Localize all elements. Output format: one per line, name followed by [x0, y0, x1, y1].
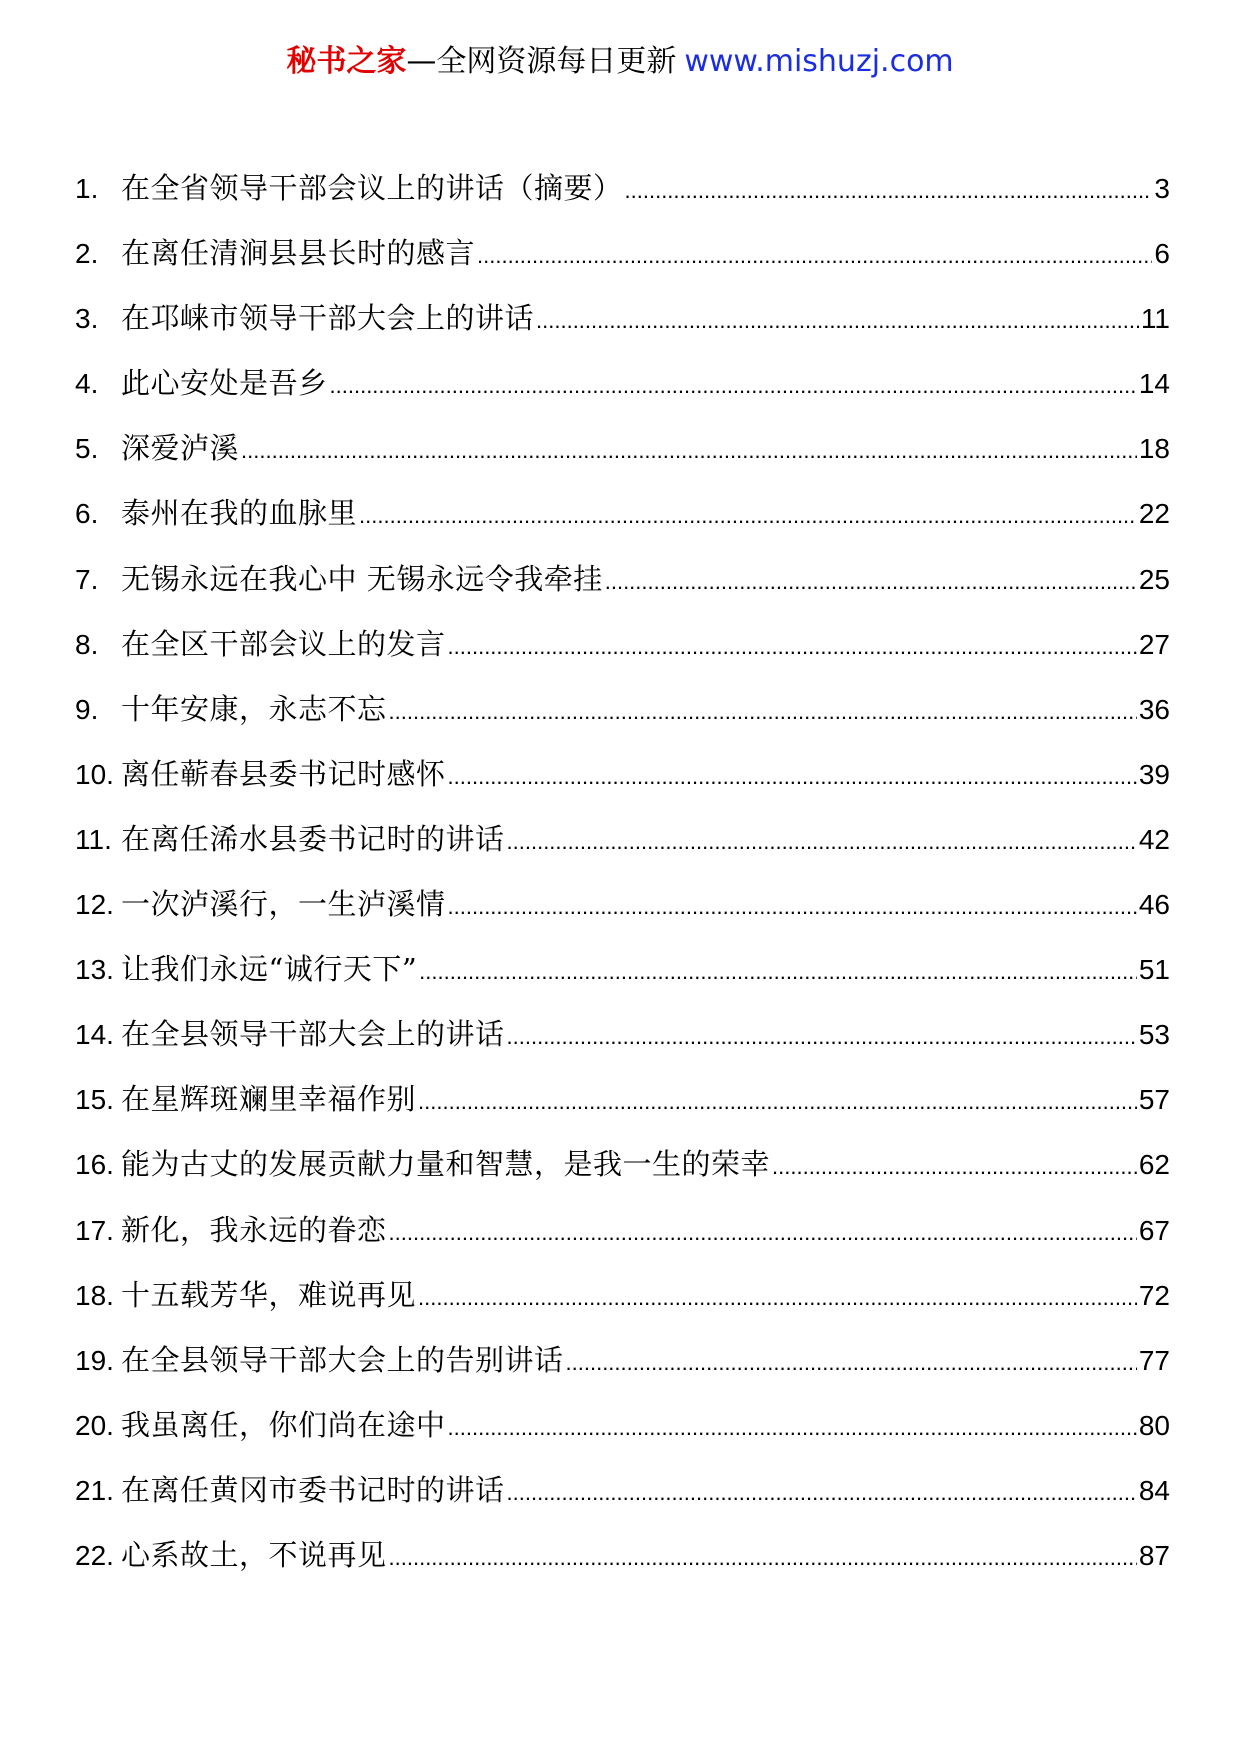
toc-entry-number: 1. [75, 173, 99, 204]
toc-entry-title[interactable]: 在全县领导干部大会上的告别讲话 [121, 1342, 564, 1377]
toc-entry-page-number: 22 [1138, 498, 1170, 530]
toc-dot-leader [772, 1147, 1137, 1187]
toc-entry[interactable] [75, 1079, 1170, 1144]
toc-dot-leader [330, 366, 1137, 406]
toc-entry-title[interactable]: 泰州在我的血脉里 [121, 496, 358, 531]
toc-dot-leader [448, 757, 1137, 797]
toc-entry[interactable] [75, 1535, 1170, 1600]
toc-entry-title[interactable]: 在星辉斑斓里幸福作别 [121, 1082, 417, 1117]
toc-entry-page-number: 67 [1138, 1214, 1170, 1246]
toc-entry-number: 12. [75, 889, 114, 921]
toc-entry-title[interactable]: 十五载芳华，难说再见 [121, 1277, 417, 1312]
toc-entry-title[interactable]: 此心安处是吾乡 [121, 366, 328, 401]
toc-dot-leader [507, 1017, 1137, 1057]
toc-entry-number: 3. [75, 303, 99, 335]
toc-entry-number: 17. [75, 1214, 114, 1246]
toc-entry-page-number: 25 [1138, 563, 1170, 595]
toc-entry-number: 14. [75, 1019, 114, 1051]
toc-entry[interactable] [75, 624, 1170, 689]
toc-entry[interactable] [75, 1470, 1170, 1535]
toc-entry-title[interactable]: 我虽离任，你们尚在途中 [121, 1407, 446, 1442]
toc-dot-leader [419, 952, 1137, 992]
toc-entry[interactable] [75, 428, 1170, 493]
toc-entry[interactable] [75, 884, 1170, 949]
toc-entry[interactable] [75, 168, 1170, 233]
toc-entry[interactable] [75, 949, 1170, 1014]
table-of-contents [75, 168, 1170, 1600]
toc-dot-leader [448, 1408, 1137, 1448]
toc-entry[interactable] [75, 689, 1170, 754]
toc-entry-number: 13. [75, 954, 114, 986]
toc-entry-number: 15. [75, 1084, 114, 1116]
toc-entry-number: 11. [75, 823, 112, 855]
toc-dot-leader [359, 496, 1137, 536]
page-header [0, 42, 1240, 82]
toc-entry-page-number: 27 [1138, 628, 1170, 660]
toc-entry[interactable] [75, 233, 1170, 298]
toc-entry[interactable] [75, 819, 1170, 884]
toc-entry-title[interactable]: 在离任黄冈市委书记时的讲话 [121, 1472, 505, 1507]
toc-entry[interactable] [75, 559, 1170, 624]
toc-entry-number: 7. [75, 563, 99, 595]
website-link[interactable]: www.mishuzj.com [684, 44, 954, 79]
toc-entry-page-number: 87 [1138, 1539, 1170, 1571]
header-tagline: —全网资源每日更新 [406, 44, 677, 79]
toc-entry-number: 8. [75, 628, 99, 660]
toc-entry-title[interactable]: 在全省领导干部会议上的讲话（摘要） [121, 171, 623, 205]
toc-entry-number: 9. [75, 693, 99, 725]
toc-dot-leader [418, 1082, 1137, 1122]
toc-entry-page-number: 62 [1138, 1149, 1170, 1181]
toc-entry-title[interactable]: 一次泸溪行，一生泸溪情 [121, 887, 446, 922]
toc-dot-leader [605, 562, 1137, 602]
toc-entry-page-number: 36 [1138, 693, 1170, 725]
toc-dot-leader [507, 1473, 1137, 1513]
toc-entry-page-number: 11 [1140, 303, 1170, 335]
toc-entry[interactable] [75, 1405, 1170, 1470]
toc-entry-title[interactable]: 新化，我永远的眷恋 [121, 1212, 387, 1247]
toc-entry-page-number: 14 [1138, 368, 1170, 400]
toc-entry-page-number: 39 [1138, 758, 1170, 790]
toc-entry-page-number: 42 [1138, 823, 1170, 855]
toc-entry-page-number: 46 [1138, 889, 1170, 921]
toc-dot-leader [389, 692, 1137, 732]
toc-entry-page-number: 3 [1154, 173, 1170, 204]
toc-entry-number: 4. [75, 368, 99, 400]
toc-entry-page-number: 18 [1138, 433, 1170, 465]
toc-entry[interactable] [75, 1014, 1170, 1079]
toc-dot-leader [241, 431, 1137, 471]
toc-dot-leader [536, 301, 1139, 341]
toc-entry-number: 5. [75, 433, 99, 465]
toc-dot-leader [477, 236, 1152, 276]
toc-entry[interactable] [75, 1144, 1170, 1209]
toc-entry-title[interactable]: 无锡永远在我心中 无锡永远令我牵挂 [121, 561, 603, 596]
toc-entry-title[interactable]: 在邛崃市领导干部大会上的讲话 [121, 301, 535, 336]
toc-entry-title[interactable]: 离任蕲春县委书记时感怀 [121, 756, 446, 791]
toc-entry-page-number: 6 [1154, 238, 1170, 270]
toc-entry-number: 22. [75, 1539, 114, 1571]
toc-entry-title[interactable]: 十年安康，永志不忘 [121, 691, 387, 726]
toc-entry[interactable] [75, 1340, 1170, 1405]
toc-entry-page-number: 53 [1138, 1019, 1170, 1051]
toc-entry-number: 10. [75, 758, 114, 790]
toc-entry-page-number: 80 [1138, 1409, 1170, 1441]
toc-entry-title[interactable]: 能为古丈的发展贡献力量和智慧，是我一生的荣幸 [121, 1147, 771, 1182]
toc-entry[interactable] [75, 298, 1170, 363]
toc-dot-leader [625, 171, 1153, 211]
toc-entry-number: 21. [75, 1474, 114, 1506]
toc-entry-title[interactable]: 心系故土，不说再见 [121, 1537, 387, 1572]
toc-entry-number: 20. [75, 1409, 114, 1441]
toc-entry[interactable] [75, 493, 1170, 558]
toc-entry-title[interactable]: 在全县领导干部大会上的讲话 [121, 1017, 505, 1052]
toc-entry-title[interactable]: 在离任清涧县县长时的感言 [121, 236, 476, 271]
toc-dot-leader [389, 1538, 1137, 1578]
toc-entry[interactable] [75, 754, 1170, 819]
toc-entry[interactable] [75, 363, 1170, 428]
toc-entry-page-number: 51 [1138, 954, 1170, 986]
toc-entry-number: 2. [75, 238, 99, 270]
toc-entry-page-number: 57 [1138, 1084, 1170, 1116]
toc-dot-leader [507, 822, 1137, 862]
brand-name: 秘书之家 [286, 44, 407, 79]
toc-entry-page-number: 72 [1138, 1279, 1170, 1311]
toc-entry[interactable] [75, 1275, 1170, 1340]
toc-dot-leader [448, 627, 1137, 667]
toc-dot-leader [389, 1213, 1137, 1253]
toc-entry-number: 19. [75, 1344, 114, 1376]
toc-entry-number: 16. [75, 1149, 114, 1181]
toc-dot-leader [566, 1343, 1137, 1383]
toc-dot-leader [418, 1278, 1137, 1318]
toc-entry[interactable] [75, 1210, 1170, 1275]
toc-entry-title[interactable]: 在离任浠水县委书记时的讲话 [121, 821, 505, 856]
toc-entry-number: 6. [75, 498, 99, 530]
toc-entry-title[interactable]: 在全区干部会议上的发言 [121, 626, 446, 661]
toc-entry-title[interactable]: 深爱泸溪 [121, 431, 240, 466]
toc-dot-leader [448, 887, 1137, 927]
toc-entry-title[interactable]: 让我们永远“诚行天下” [121, 952, 418, 987]
toc-entry-page-number: 77 [1138, 1344, 1170, 1376]
toc-entry-number: 18. [75, 1279, 114, 1311]
toc-entry-page-number: 84 [1138, 1474, 1170, 1506]
